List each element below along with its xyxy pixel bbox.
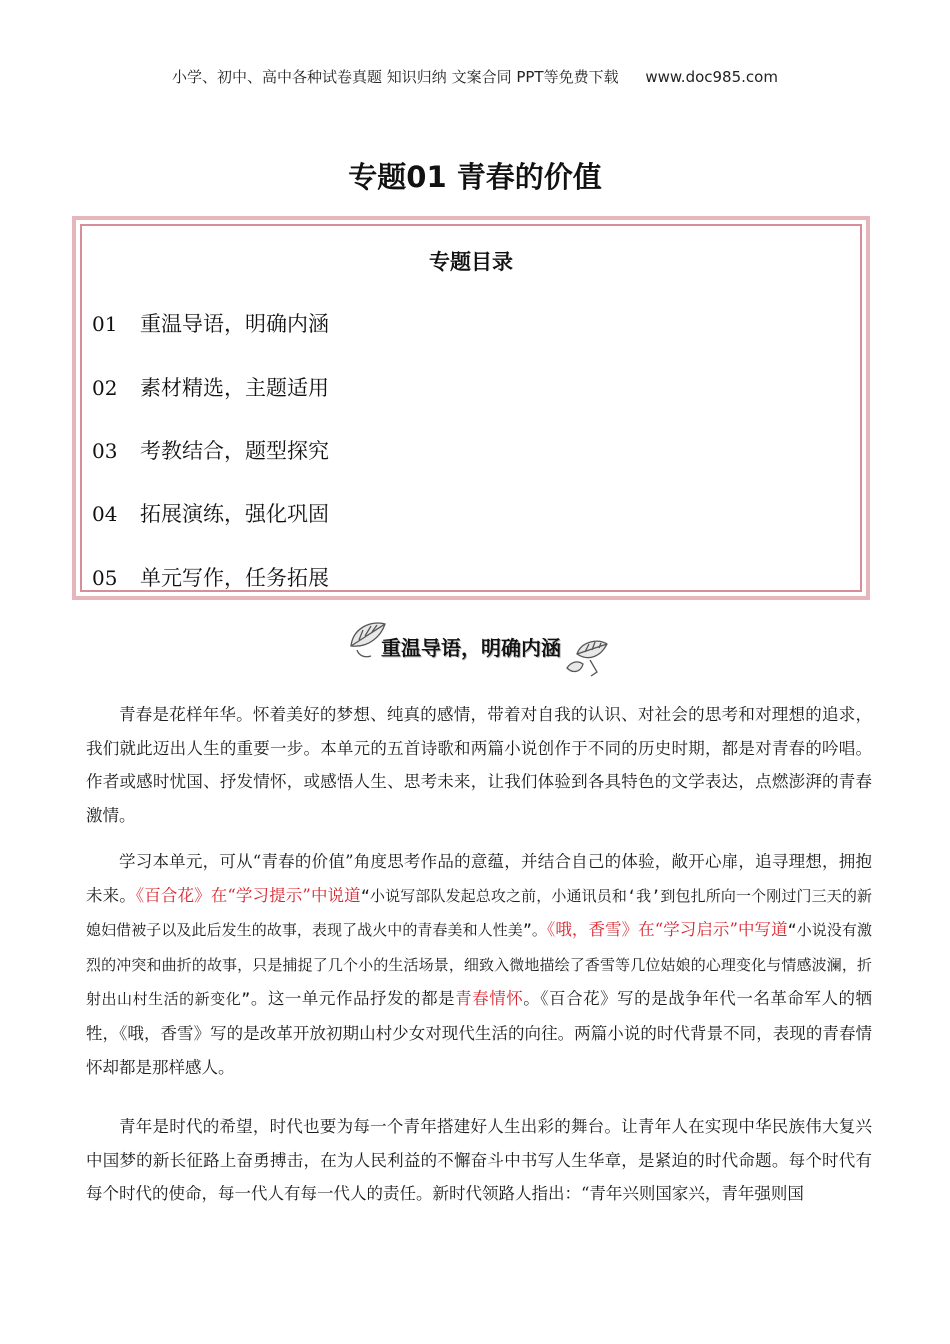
toc-item-04[interactable]: [92, 498, 329, 528]
toc-item-label: 考教结合，题型探究: [140, 439, 329, 463]
document-title: 专题01 青春的价值: [348, 160, 602, 194]
toc-item-number: 05: [92, 566, 118, 590]
paragraph-2-text-b: 。这一单元作品抒发的都是: [250, 989, 456, 1009]
toc-item-label: 单元写作，任务拓展: [140, 566, 329, 590]
page-header: [0, 66, 950, 87]
toc-item-label: 拓展演练，强化巩固: [140, 502, 329, 526]
section-banner: [345, 616, 610, 678]
highlight-xiangxue-source: 《哦，香雪》在“学习启示”中写道: [547, 920, 788, 940]
header-site-link[interactable]: www.doc985.com: [645, 68, 778, 86]
toc-item-number: 01: [92, 312, 118, 336]
highlight-youth-sentiment: 青春情怀: [455, 989, 524, 1009]
header-tagline: 小学、初中、高中各种试卷真题 知识归纳 文案合同 PPT等免费下载: [172, 68, 619, 86]
toc-item-number: 03: [92, 439, 118, 463]
toc-frame: [80, 224, 862, 592]
toc-item-label: 重温导语，明确内涵: [140, 312, 329, 336]
toc-item-05[interactable]: [92, 562, 329, 592]
toc-item-label: 素材精选，主题适用: [140, 376, 329, 400]
section-banner-label: 重温导语，明确内涵: [381, 636, 561, 660]
paragraph-2: [86, 845, 872, 1084]
paragraph-2-text-c: 。《百合花》写的是战争年代一名革命军人的牺牲，《哦，香雪》写的是改革开放初期山村少女对现代生活的向往。两篇小说的时代背景不同，表现的青春情怀却都是那样感人。: [86, 989, 873, 1077]
toc-heading: 专题目录: [429, 250, 513, 274]
highlight-baihehua-source: 《百合花》在“学习提示”中说道: [135, 885, 361, 905]
paragraph-1: 青春是花样年华。怀着美好的梦想、纯真的感情，带着对自我的认识、对社会的思考和对理想的追求，我们就此迈出人生的重要一步。本单元的五首诗歌和两篇小说创作于不同的历史时期，都是对青春的吟唱。作者或感时忧国、抒发情怀，或感悟人生、思考未来，让我们体验到各具特色的文学表达，点燃澎湃的青春激情。: [86, 705, 872, 825]
toc-item-number: 04: [92, 502, 118, 526]
quote-baihehua: “小说写部队发起总攻之前，小通讯员和‘我’到包扎所向一个刚过门三天的新媳妇借被子以及此后发生的故事，表现了战火中的青春美和人性美”。: [86, 886, 873, 940]
quote-xiangxue: “小说没有激烈的冲突和曲折的故事，只是捕捉了几个小的生活场景，细致入微地描绘了香雪等几位姑娘的心理变化与情感波澜，折射出山村生活的新变化”: [86, 921, 872, 1009]
paragraph-2-text-a: 学习本单元，可从“青春的价值”角度思考作品的意蕴，并结合自己的体验，敞开心扉，追寻理想，拥抱未来。: [86, 852, 872, 905]
toc-item-02[interactable]: [92, 372, 329, 402]
table-of-contents: [72, 216, 870, 600]
toc-item-03[interactable]: [92, 435, 329, 465]
toc-item-01[interactable]: [92, 308, 329, 338]
toc-item-number: 02: [92, 376, 118, 400]
paragraph-3: 青年是时代的希望，时代也要为每一个青年搭建好人生出彩的舞台。让青年人在实现中华民族伟大复兴中国梦的新长征路上奋勇搏击，在为人民利益的不懈奋斗中书写人生华章，是紧迫的时代命题。每个时代有每个时代的使命，每一代人有每一代人的责任。新时代领路人指出：“青年兴则国家兴，青年强则国: [86, 1117, 872, 1204]
